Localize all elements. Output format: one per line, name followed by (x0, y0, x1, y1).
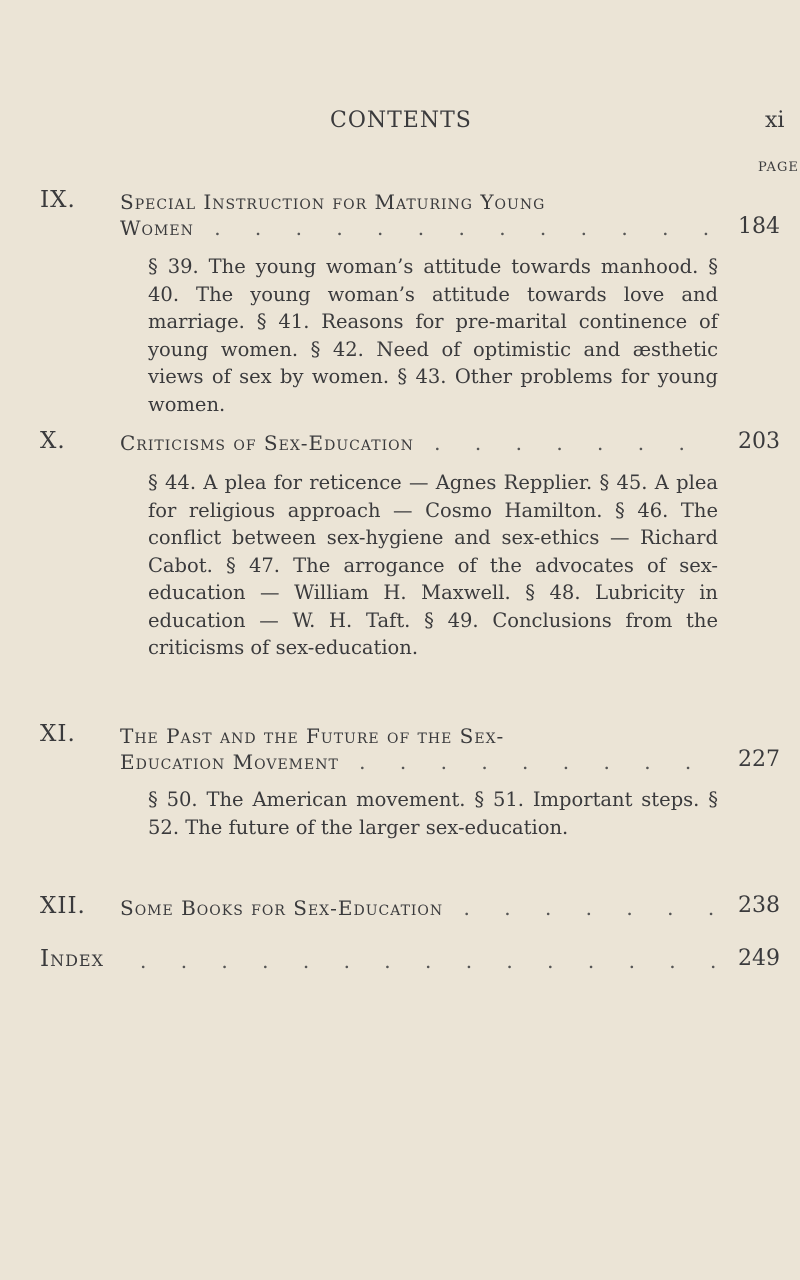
chapter-number: XI. (40, 721, 76, 747)
page-number: 238 (738, 893, 780, 918)
chapter-number: IX. (40, 187, 76, 213)
chapter-title (120, 430, 720, 456)
chapter-title-line: Criticisms of Sex-Education . . . (120, 430, 720, 456)
chapter-title (120, 723, 720, 775)
index-label: Index (40, 946, 104, 972)
page-column-label: PAGE (758, 160, 799, 175)
page-number: 184 (738, 214, 780, 239)
page-number: 227 (738, 747, 780, 772)
index-leader (140, 948, 720, 974)
chapter-title-line: Special Instruction for Maturing Young (120, 190, 546, 214)
page-number: 203 (738, 429, 780, 454)
chapter-title (120, 895, 720, 921)
chapter-number: XII. (40, 893, 86, 919)
chapter-summary: § 44. A plea for reticence — Agnes Repplier. § 45. A plea for religious approach — Cosmo Hamilton. § 46. The conflict between sex-hygiene and sex-ethics — Richard Cabot. § 47. The arrogance of the advocates of sex-education — William H. Maxwell. § 48. Lubricity in education — W. H. Taft. § 49. Conclusions from the criticisms of sex-education. (148, 471, 718, 659)
chapter-title-line: Some Books for Sex-Education . . . (120, 895, 720, 921)
page-number: 249 (738, 946, 780, 971)
chapter-title-line: Women . . . (120, 215, 720, 241)
dot-leader (140, 948, 720, 974)
chapter-title-line: The Past and the Future of the Sex- (120, 724, 505, 748)
running-head: CONTENTS (330, 108, 472, 133)
chapter-number: X. (40, 428, 66, 454)
folio: xi (765, 108, 785, 133)
chapter-summary: § 39. The young woman’s attitude towards manhood. § 40. The young woman’s attitude towards love and marriage. § 41. Reasons for pre-marital continence of young women. § 42. Need of optimistic and æsthetic views of sex by women. § 43. Other problems for young women. (148, 255, 718, 416)
chapter-summary: § 50. The American movement. § 51. Important steps. § 52. The future of the larger sex-education. (148, 788, 718, 839)
chapter-title (120, 189, 720, 241)
chapter-title-line: Education Movement . . . (120, 749, 720, 775)
